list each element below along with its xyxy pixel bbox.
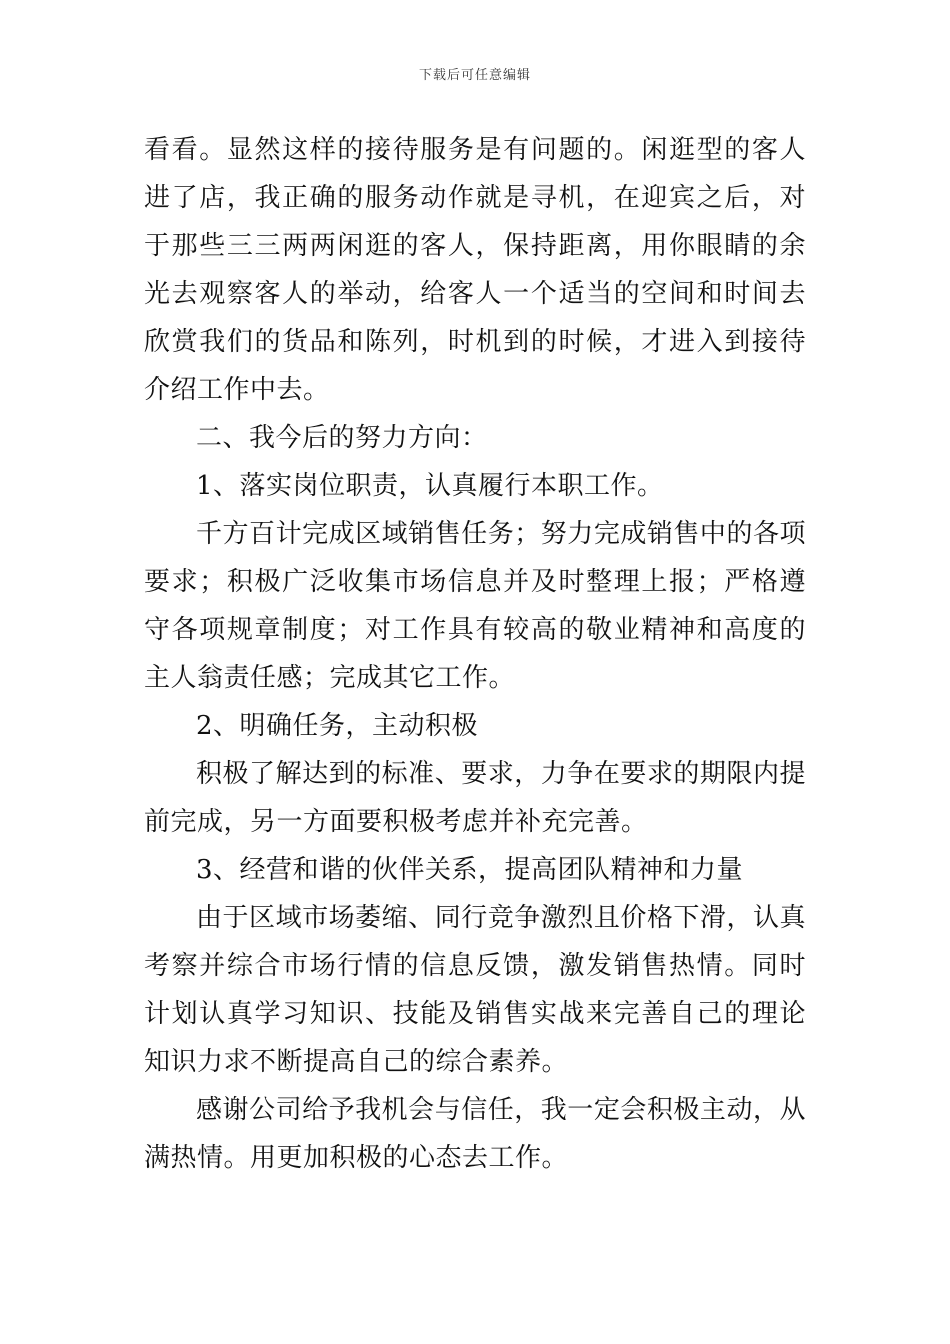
subheading-2: 2、明确任务，主动积极 bbox=[196, 711, 479, 741]
page-header: 下载后可任意编辑 bbox=[418, 68, 531, 83]
paragraph-thanks: 感谢公司给予我机会与信任，我一定会积极主动，从满热情。用更加积极的心态去工作。 bbox=[144, 1095, 806, 1173]
paragraph-1: 看看。显然这样的接待服务是有问题的。闲逛型的客人进了店，我正确的服务动作就是寻机，在迎宾之后，对于那些三三两两闲逛的客人，保持距离，用你眼睛的余光去观察客人的举动，给客人一个适当的空间和时间去欣赏我们的货品和陈列，时机到的时候，才进入到接待介绍工作中去。 bbox=[144, 135, 806, 405]
paragraph-team: 由于区域市场萎缩、同行竞争激烈且价格下滑，认真考察并综合市场行情的信息反馈，激发销售热情。同时计划认真学习知识、技能及销售实战来完善自己的理论知识力求不断提高自己的综合素养。 bbox=[144, 903, 806, 1077]
paragraph-duties: 千方百计完成区域销售任务；努力完成销售中的各项要求；积极广泛收集市场信息并及时整理上报；严格遵守各项规章制度；对工作具有较高的敬业精神和高度的主人翁责任感；完成其它工作。 bbox=[144, 519, 806, 693]
subheading-1: 1、落实岗位职责，认真履行本职工作。 bbox=[196, 471, 664, 501]
paragraph-tasks: 积极了解达到的标准、要求，力争在要求的期限内提前完成，另一方面要积极考虑并补充完善。 bbox=[144, 759, 806, 837]
subheading-3: 3、经营和谐的伙伴关系，提高团队精神和力量 bbox=[196, 855, 744, 885]
document-body bbox=[144, 126, 806, 1182]
section-heading-2: 二、我今后的努力方向： bbox=[196, 423, 488, 453]
